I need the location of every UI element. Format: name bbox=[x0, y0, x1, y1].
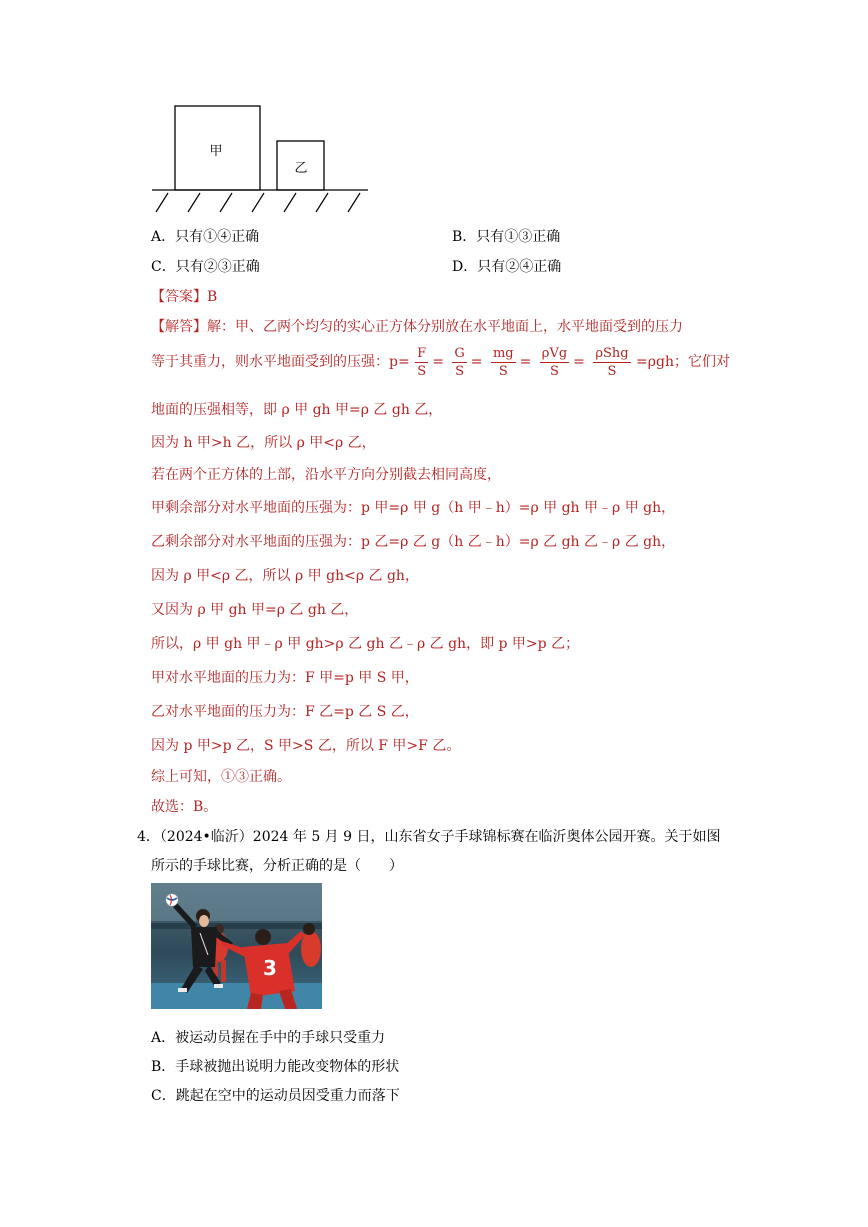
question-4-option-b: B．手球被抛出说明力能改变物体的形状 bbox=[151, 1059, 400, 1075]
fraction-mg-s: $\frac{mg}{S}$ bbox=[492, 345, 514, 379]
handball-ball bbox=[166, 894, 178, 906]
player-number: 3 bbox=[263, 956, 277, 980]
question-4-line-2: 所示的手球比赛，分析正确的是（ ） bbox=[151, 858, 403, 874]
solution-line-4: 因为 h 甲>h 乙，所以 ρ 甲<ρ 乙， bbox=[151, 435, 376, 451]
solution-line-14: 综上可知，①③正确。 bbox=[151, 769, 291, 785]
solution-line-12: 乙对水平地面的压力为：F 乙=p 乙 S 乙， bbox=[151, 704, 419, 720]
fraction-f-s: $\frac{F}{S}$ bbox=[417, 345, 427, 379]
handball-photo bbox=[151, 883, 322, 1009]
block-jia-label: 甲 bbox=[209, 144, 223, 159]
option-d: D．只有②④正确 bbox=[452, 259, 562, 275]
solution-line-3: 地面的压强相等，即 ρ 甲 gh 甲=ρ 乙 gh 乙， bbox=[151, 402, 443, 418]
solution-line-2: 等于其重力，则水平地面受到的压强：p= $\frac{F}{S}$ = $\frac{G}{S}$ = $\frac{mg}{S}$ = $\frac{\text{ρVg}}{S}$ = $\frac{\text{ρShg}}{S}$ =ρgh；它们对 bbox=[151, 345, 730, 379]
solution-line-6: 甲剩余部分对水平地面的压强为：p 甲=ρ 甲 g（h 甲﹣h）=ρ 甲 gh 甲﹣ρ 甲 gh， bbox=[151, 500, 676, 516]
solution-line-1: 【解答】解：甲、乙两个均匀的实心正方体分别放在水平地面上，水平地面受到的压力 bbox=[151, 319, 683, 335]
solution-line-15: 故选：B。 bbox=[151, 799, 218, 815]
answer-label: 【答案】B bbox=[151, 289, 218, 305]
pressure-formula-suffix: =ρgh；它们对 bbox=[636, 354, 730, 370]
solution-line-5: 若在两个正方体的上部，沿水平方向分别截去相同高度， bbox=[151, 467, 501, 483]
option-b: B．只有①③正确 bbox=[452, 229, 561, 245]
option-c: C．只有②③正确 bbox=[151, 259, 260, 275]
fraction-g-s: $\frac{G}{S}$ bbox=[454, 345, 465, 379]
solution-line-7: 乙剩余部分对水平地面的压强为：p 乙=ρ 乙 g（h 乙﹣h）=ρ 乙 gh 乙﹣ρ 乙 gh， bbox=[151, 534, 676, 550]
fraction-rhoshg-s: $\frac{\text{ρShg}}{S}$ bbox=[595, 345, 629, 379]
fraction-rhovg-s: $\frac{\text{ρVg}}{S}$ bbox=[541, 345, 568, 379]
question-4-option-a: A．被运动员握在手中的手球只受重力 bbox=[151, 1030, 386, 1046]
ground-hatching bbox=[156, 193, 360, 212]
pressure-formula-prefix: 等于其重力，则水平地面受到的压强：p= bbox=[151, 354, 410, 370]
cube-diagram bbox=[150, 100, 372, 216]
question-4-line-1: 4．（2024•临沂）2024 年 5 月 9 日，山东省女子手球锦标赛在临沂奥体公园开赛。关于如图 bbox=[137, 829, 721, 845]
option-a: A．只有①④正确 bbox=[151, 229, 260, 245]
solution-line-8: 因为 ρ 甲<ρ 乙，所以 ρ 甲 gh<ρ 乙 gh， bbox=[151, 568, 419, 584]
solution-line-11: 甲对水平地面的压力为：F 甲=p 甲 S 甲， bbox=[151, 670, 419, 686]
solution-line-13: 因为 p 甲>p 乙，S 甲>S 乙，所以 F 甲>F 乙。 bbox=[151, 738, 461, 754]
question-4-option-c: C．跳起在空中的运动员因受重力而落下 bbox=[151, 1088, 400, 1104]
solution-line-9: 又因为 ρ 甲 gh 甲=ρ 乙 gh 乙， bbox=[151, 602, 359, 618]
solution-line-10: 所以，ρ 甲 gh 甲﹣ρ 甲 gh>ρ 乙 gh 乙﹣ρ 乙 gh，即 p 甲>p 乙； bbox=[151, 636, 580, 652]
block-yi-label: 乙 bbox=[294, 161, 308, 176]
